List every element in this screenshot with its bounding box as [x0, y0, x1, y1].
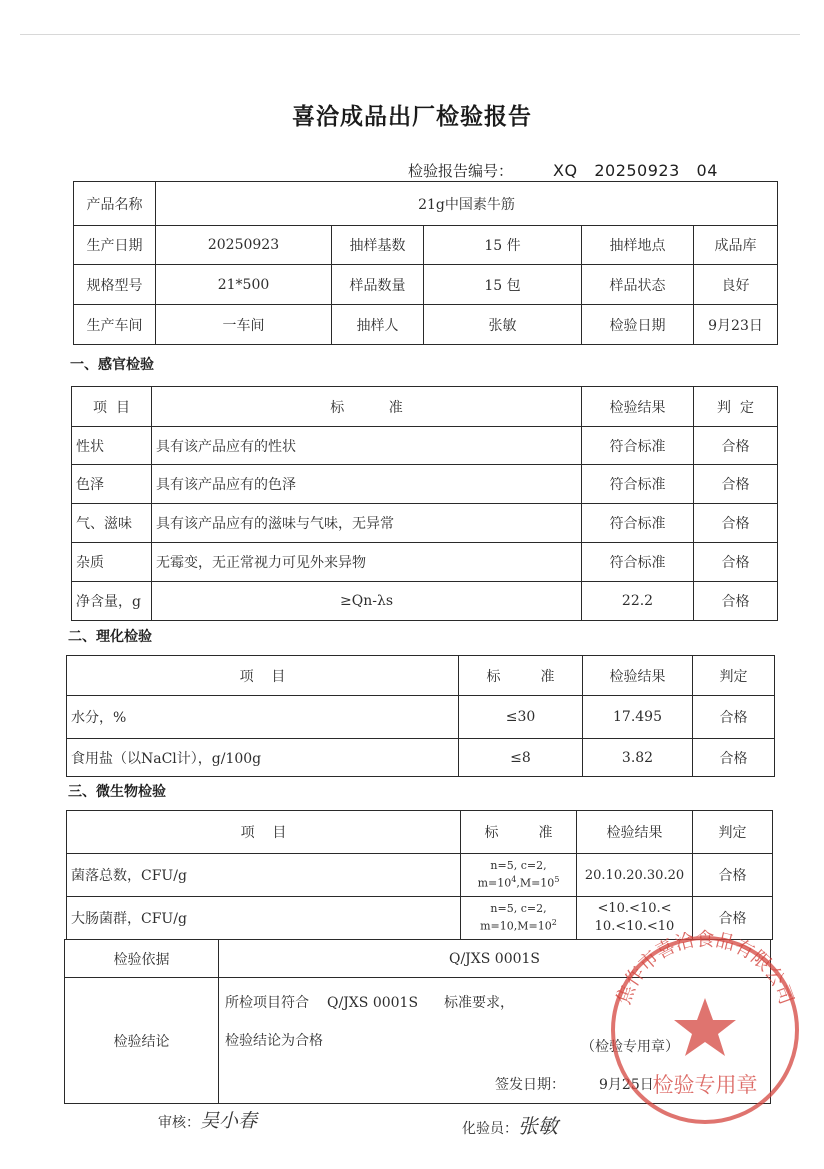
physchem-result: 17.495	[583, 696, 693, 739]
workshop-value: 一车间	[156, 305, 332, 345]
sensory-result: 符合标准	[582, 465, 694, 504]
micro-standard-line1: n=5, c=2,	[490, 902, 547, 916]
stamp-note: （检验专用章）	[581, 1039, 679, 1055]
report-title: 喜洽成品出厂检验报告	[292, 104, 532, 130]
micro-heading: 三、微生物检验	[68, 784, 166, 800]
table-row	[72, 504, 778, 543]
physchem-item: 食用盐（以NaCl计），g/100g	[67, 739, 459, 777]
sensory-standard: 具有该产品应有的色泽	[152, 465, 582, 504]
conclusion-line1-c: 标准要求，	[444, 995, 515, 1011]
micro-judge: 合格	[693, 897, 773, 940]
micro-header-standard: 标 准	[461, 811, 577, 854]
conclusion-line2: 检验结论为合格	[225, 1033, 323, 1049]
sample-state-value: 良好	[694, 265, 778, 305]
basis-label: 检验依据	[65, 940, 219, 978]
micro-standard-line2	[465, 916, 572, 934]
sensory-standard: 具有该产品应有的性状	[152, 427, 582, 465]
sensory-standard: ≥Qn-λs	[152, 582, 582, 621]
std-m-exp: 4	[511, 875, 517, 885]
sensory-judge: 合格	[694, 427, 778, 465]
sensory-result: 符合标准	[582, 543, 694, 582]
sensory-result: 符合标准	[582, 427, 694, 465]
basis-value: Q/JXS 0001S	[219, 940, 771, 978]
tester	[462, 1110, 558, 1139]
micro-header-judge: 判定	[693, 811, 773, 854]
sensory-item: 气、滋味	[72, 504, 152, 543]
micro-result: 20.10.20.30.20	[577, 854, 693, 897]
table-row	[72, 543, 778, 582]
spec-label: 规格型号	[74, 265, 156, 305]
workshop-label: 生产车间	[74, 305, 156, 345]
prod-date-label: 生产日期	[74, 226, 156, 265]
reviewer-signature: 吴小春	[200, 1110, 258, 1132]
report-number	[408, 160, 718, 181]
issue-date-value: 9月25日	[599, 1077, 654, 1093]
scan-edge-line	[20, 34, 800, 35]
stamp-outer-text: 焦作市喜洽食品有限公司	[612, 928, 798, 1008]
inspection-seal-stamp	[600, 920, 810, 1130]
physchem-result: 3.82	[583, 739, 693, 777]
sensory-item: 净含量，g	[72, 582, 152, 621]
reviewer	[158, 1106, 257, 1133]
sample-place-value: 成品库	[694, 226, 778, 265]
table-row	[72, 427, 778, 465]
sampler-label: 抽样人	[332, 305, 424, 345]
table-row	[67, 696, 775, 739]
physchem-judge: 合格	[693, 696, 775, 739]
micro-header-item: 项 目	[67, 811, 461, 854]
physchem-judge: 合格	[693, 739, 775, 777]
sensory-standard: 具有该产品应有的滋味与气味，无异常	[152, 504, 582, 543]
micro-standard-line1: n=5, c=2,	[490, 859, 547, 873]
report-number-value: XQ 20250923 04	[553, 161, 718, 180]
sensory-header-standard: 标 准	[152, 387, 582, 427]
inspect-date-label: 检验日期	[582, 305, 694, 345]
sampler-value: 张敏	[424, 305, 582, 345]
micro-item: 大肠菌群，CFU/g	[67, 897, 461, 940]
conclusion-line1-a: 所检项目符合	[225, 995, 309, 1011]
sensory-standard: 无霉变，无正常视力可见外来异物	[152, 543, 582, 582]
sensory-judge: 合格	[694, 543, 778, 582]
sensory-judge: 合格	[694, 504, 778, 543]
physchem-standard: ≤30	[459, 696, 583, 739]
sensory-item: 杂质	[72, 543, 152, 582]
physchem-header-judge: 判定	[693, 656, 775, 696]
issue-date-label: 签发日期：	[495, 1077, 565, 1093]
product-name-label: 产品名称	[74, 182, 156, 226]
micro-standard	[461, 854, 577, 897]
conclusion-line1-b: Q/JXS 0001S	[327, 995, 419, 1011]
sensory-header-item: 项 目	[72, 387, 152, 427]
micro-header-result: 检验结果	[577, 811, 693, 854]
conclusion-label: 检验结论	[65, 978, 219, 1104]
sample-state-label: 样品状态	[582, 265, 694, 305]
micro-result-line2: 10.<10.<10	[594, 919, 675, 934]
micro-standard	[461, 897, 577, 940]
conclusion-line1	[225, 992, 514, 1012]
tester-signature: 张敏	[518, 1114, 558, 1138]
sensory-item: 色泽	[72, 465, 152, 504]
sample-qty-value: 15 包	[424, 265, 582, 305]
stamp-star-icon	[674, 998, 736, 1056]
std-big-m-exp: 2	[551, 918, 557, 928]
sensory-header-judge: 判 定	[694, 387, 778, 427]
inspect-date-value: 9月23日	[694, 305, 778, 345]
table-row	[67, 854, 773, 897]
prod-date-value: 20250923	[156, 226, 332, 265]
physchem-header-result: 检验结果	[583, 656, 693, 696]
sample-place-label: 抽样地点	[582, 226, 694, 265]
sensory-heading: 一、感官检验	[70, 357, 154, 373]
table-row	[72, 465, 778, 504]
std-big-m: ,M=10	[516, 876, 555, 890]
sensory-judge: 合格	[694, 465, 778, 504]
tester-label: 化验员：	[462, 1121, 518, 1137]
sensory-header-result: 检验结果	[582, 387, 694, 427]
physchem-header-standard: 标 准	[459, 656, 583, 696]
micro-standard-line2	[465, 873, 572, 891]
physchem-heading: 二、理化检验	[68, 629, 152, 645]
std-m: m=10	[480, 919, 514, 933]
sensory-result: 符合标准	[582, 504, 694, 543]
table-row	[67, 739, 775, 777]
physchem-header-item: 项 目	[67, 656, 459, 696]
sensory-result: 22.2	[582, 582, 694, 621]
micro-item: 菌落总数，CFU/g	[67, 854, 461, 897]
physchem-item: 水分，%	[67, 696, 459, 739]
std-big-m-exp: 5	[554, 875, 560, 885]
reviewer-label: 审核：	[158, 1115, 200, 1131]
sample-base-label: 抽样基数	[332, 226, 424, 265]
spec-value: 21*500	[156, 265, 332, 305]
sensory-item: 性状	[72, 427, 152, 465]
sensory-judge: 合格	[694, 582, 778, 621]
stamp-inner-text: 检验专用章	[652, 1073, 758, 1097]
physchem-table	[66, 655, 775, 777]
product-info-table	[73, 181, 778, 345]
std-m: m=10	[477, 876, 512, 890]
sensory-table	[71, 386, 778, 621]
micro-judge: 合格	[693, 854, 773, 897]
micro-result-line1: <10.<10.<	[597, 901, 672, 916]
std-big-m: ,M=10	[513, 919, 552, 933]
sample-qty-label: 样品数量	[332, 265, 424, 305]
product-name-value: 21g中国素牛筋	[156, 182, 778, 226]
report-number-label: 检验报告编号：	[408, 162, 514, 180]
table-row	[72, 582, 778, 621]
sample-base-value: 15 件	[424, 226, 582, 265]
physchem-standard: ≤8	[459, 739, 583, 777]
